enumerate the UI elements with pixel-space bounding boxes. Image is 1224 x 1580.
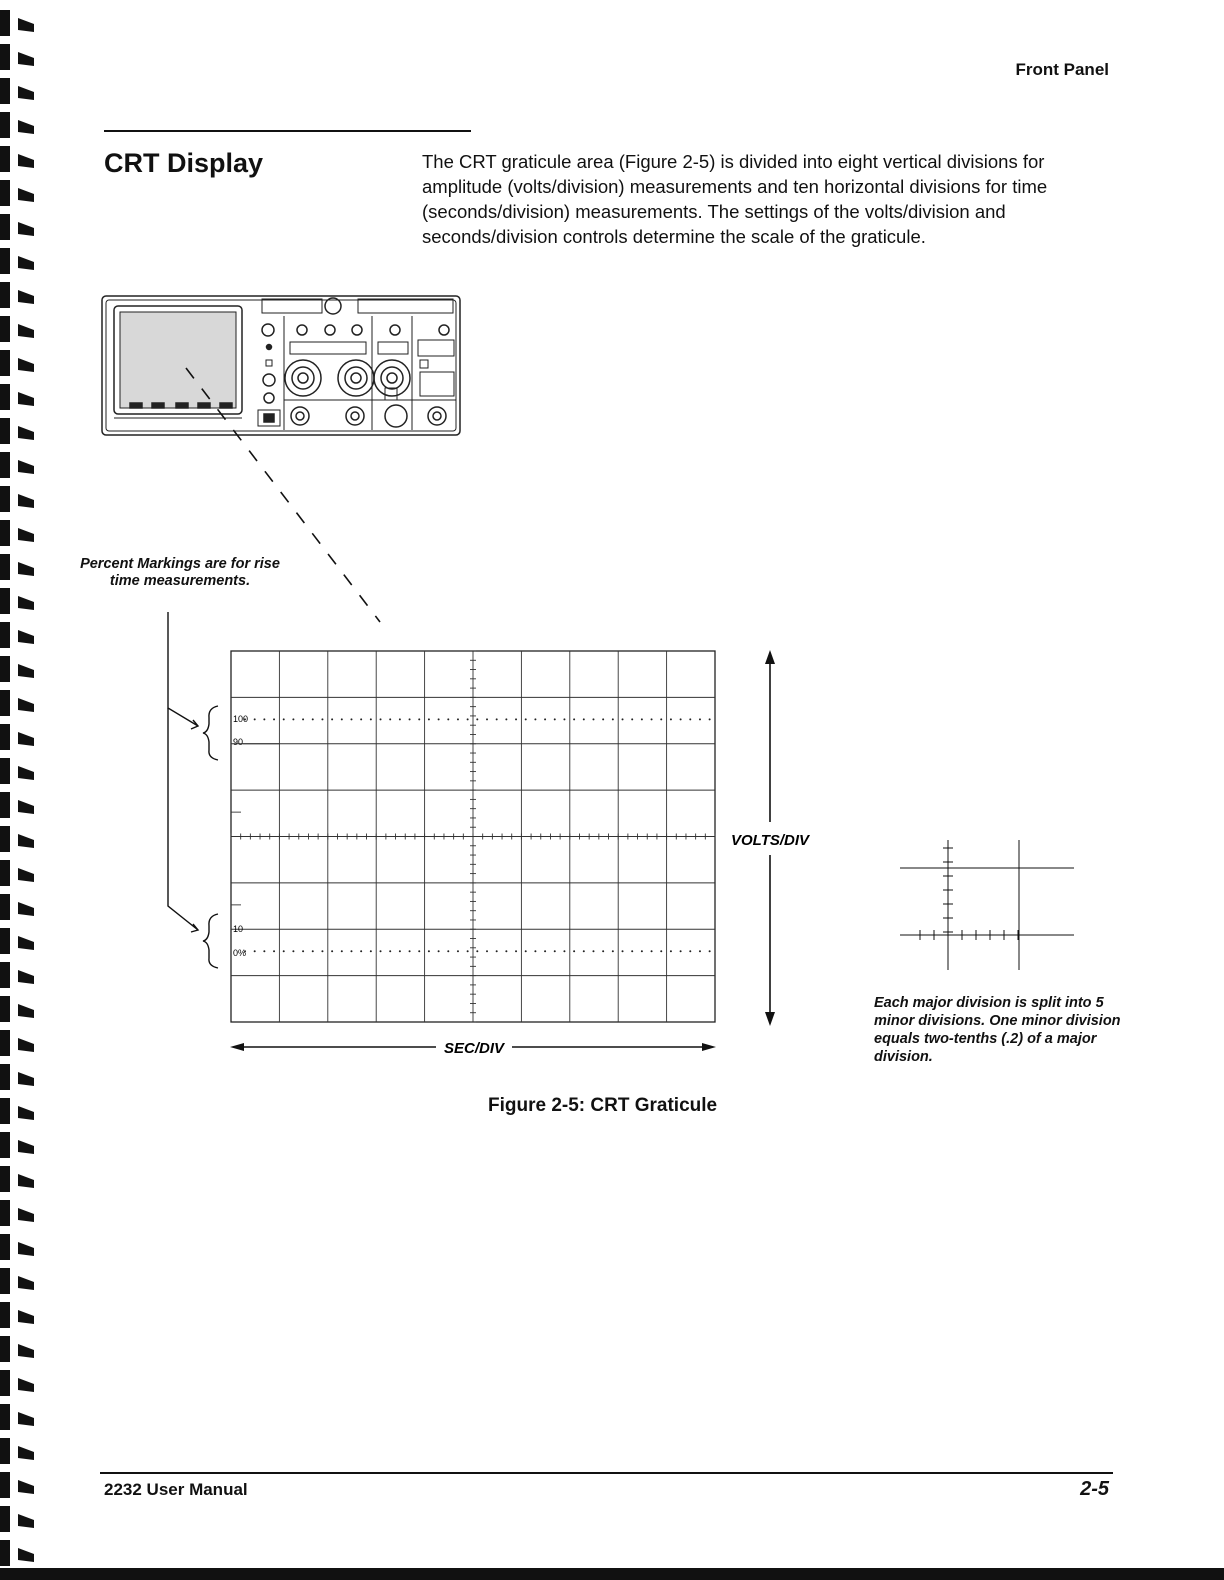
section-title: CRT Display [104, 148, 264, 178]
footer-manual-title: 2232 User Manual [104, 1480, 248, 1499]
footer-rule [100, 1472, 1113, 1474]
label-100: 100 [233, 714, 249, 724]
sec-div-label: SEC/DIV [444, 1040, 505, 1057]
label-0: 0% [233, 948, 247, 958]
minor-division-detail [900, 840, 1074, 970]
label-10: 10 [233, 924, 244, 934]
label-90: 90 [233, 737, 244, 747]
intro-paragraph: The CRT graticule area (Figure 2-5) is divided into eight vertical divisions for amplitude (volts/division) measurements and ten horizontal divisions for time (seconds/division) measurements. The settings of the volts/division and seconds/division controls determine the scale of the graticule. [422, 151, 1048, 247]
graticule [231, 651, 715, 1022]
percent-brackets [168, 612, 218, 968]
minor-division-note: Each major division is split into 5 minor divisions. One minor division equals two-tenths (.2) of a major division. [874, 995, 1121, 1065]
percent-markings-note: Percent Markings are for rise time measurements. [80, 556, 280, 589]
page-number: 2-5 [1080, 1478, 1109, 1500]
volts-div-label: VOLTS/DIV [731, 832, 810, 849]
figure-caption: Figure 2-5: CRT Graticule [488, 1095, 718, 1116]
bottom-edge-bar [0, 1568, 1224, 1580]
oscilloscope-illustration [102, 296, 460, 435]
running-header: Front Panel [1015, 60, 1109, 79]
